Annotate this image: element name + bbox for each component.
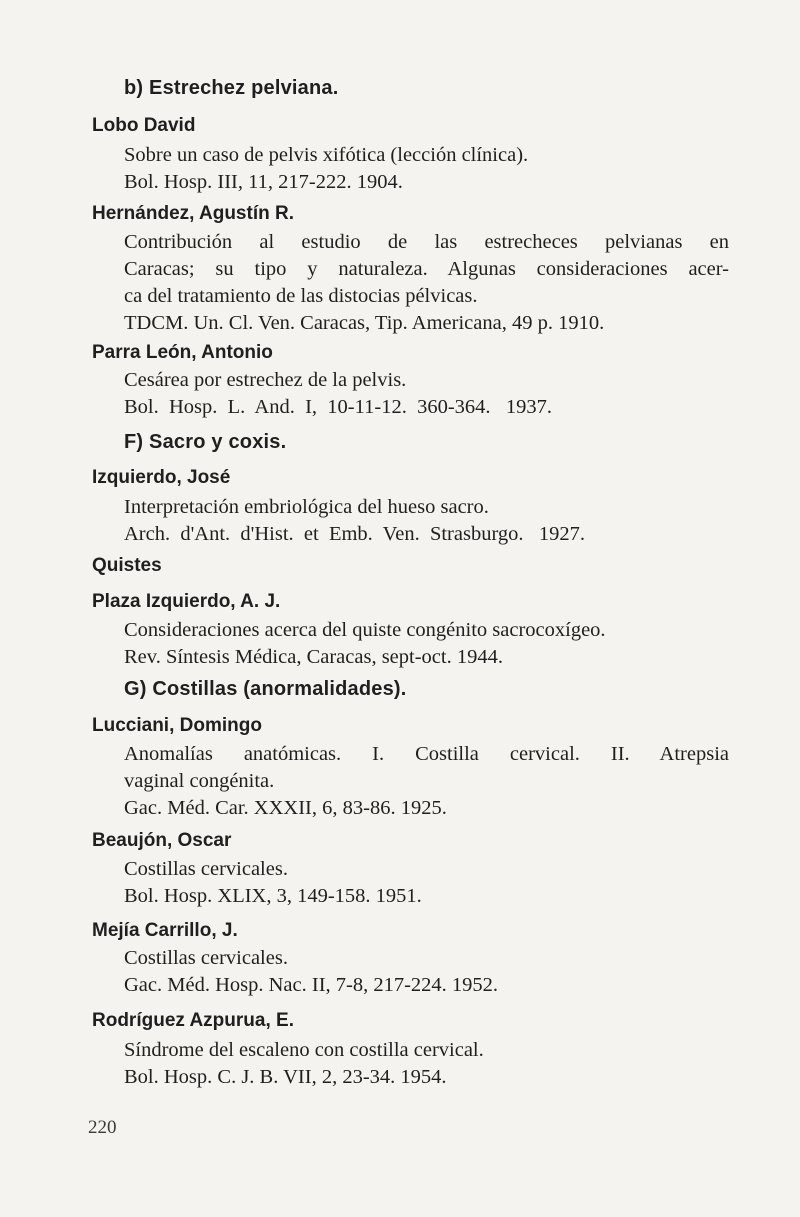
entry-author: Lucciani, Domingo (92, 715, 262, 736)
page-number: 220 (88, 1117, 117, 1138)
entry-text (124, 617, 729, 671)
entry-line: Cesárea por estrechez de la pelvis. (124, 369, 407, 391)
entry-line: Anomalías anatómicas. I. Costilla cervical. II. Atrepsia (124, 743, 729, 765)
entry-line: Interpretación embriológica del hueso sacro. (124, 496, 489, 518)
entry-line: Costillas cervicales. (124, 858, 288, 880)
entry-text (124, 142, 729, 196)
entry-line: Costillas cervicales. (124, 947, 288, 969)
entry-text (124, 856, 729, 910)
entry-text (124, 229, 729, 337)
entry-line: Sobre un caso de pelvis xifótica (lección clínica). (124, 144, 529, 166)
entry-line: Contribución al estudio de las estrecheces pelvianas en (124, 231, 729, 253)
entry-author: Mejía Carrillo, J. (92, 920, 238, 941)
entry-line: Gac. Méd. Hosp. Nac. II, 7-8, 217-224. 1952. (124, 974, 499, 996)
entry-text (124, 367, 729, 421)
entry-author: Izquierdo, José (92, 467, 231, 488)
entry-line: Consideraciones acerca del quiste congénito sacrocoxígeo. (124, 619, 606, 641)
entry-author: Beaujón, Oscar (92, 830, 232, 851)
entry-line: Bol. Hosp. XLIX, 3, 149-158. 1951. (124, 885, 422, 907)
entry-author: Parra León, Antonio (92, 342, 273, 363)
entry-author: Hernández, Agustín R. (92, 203, 294, 224)
entry-line: vaginal congénita. (124, 770, 275, 792)
section-heading-g: G) Costillas (anormalidades). (124, 678, 407, 700)
entry-line: Bol. Hosp. III, 11, 217-222. 1904. (124, 171, 403, 193)
entry-author: Lobo David (92, 115, 196, 136)
entry-author: Rodríguez Azpurua, E. (92, 1010, 294, 1031)
entry-author: Plaza Izquierdo, A. J. (92, 591, 281, 612)
entry-text (124, 1037, 729, 1091)
section-heading-b: b) Estrechez pelviana. (124, 77, 339, 99)
entry-text (124, 945, 729, 999)
entry-text (124, 741, 729, 822)
entry-line: Caracas; su tipo y naturaleza. Algunas consideraciones acer- (124, 258, 729, 280)
section-heading-f: F) Sacro y coxis. (124, 431, 287, 453)
entry-line: TDCM. Un. Cl. Ven. Caracas, Tip. Americana, 49 p. 1910. (124, 312, 605, 334)
entry-line: Bol. Hosp. L. And. I, 10-11-12. 360-364. 1937. (124, 396, 553, 418)
entry-line: Síndrome del escaleno con costilla cervical. (124, 1039, 484, 1061)
entry-line: Bol. Hosp. C. J. B. VII, 2, 23-34. 1954. (124, 1066, 447, 1088)
entry-line: Arch. d'Ant. d'Hist. et Emb. Ven. Strasburgo. 1927. (124, 523, 586, 545)
entry-line: ca del tratamiento de las distocias pélvicas. (124, 285, 478, 307)
entry-text (124, 494, 729, 548)
subsection-heading: Quistes (92, 555, 162, 576)
entry-line: Gac. Méd. Car. XXXII, 6, 83-86. 1925. (124, 797, 447, 819)
entry-line: Rev. Síntesis Médica, Caracas, sept-oct. 1944. (124, 646, 503, 668)
